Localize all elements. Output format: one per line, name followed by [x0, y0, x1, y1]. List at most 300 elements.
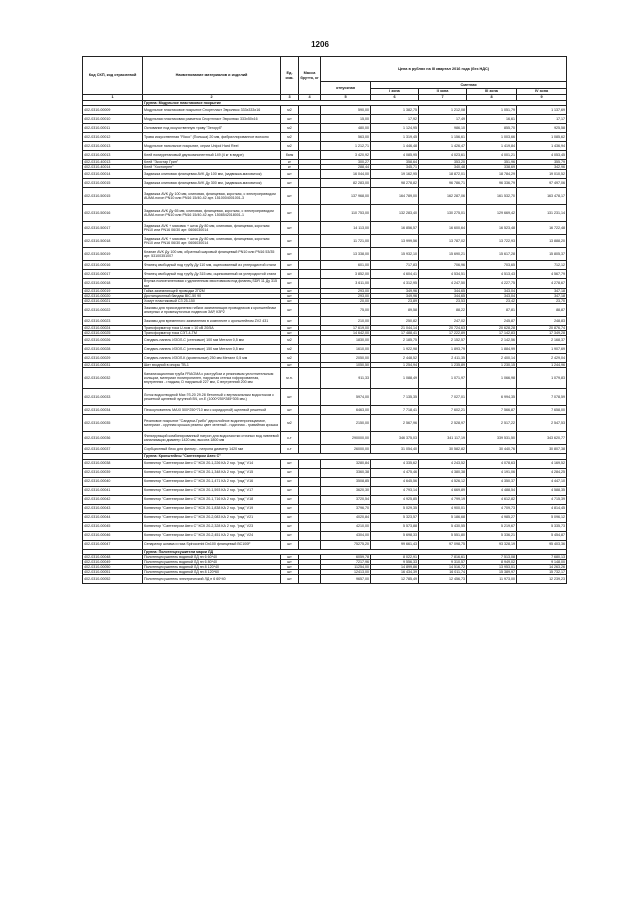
table-row: [83, 415, 567, 432]
cell-mass: [299, 477, 321, 486]
cell-zone-2: 20 724,63: [419, 326, 467, 331]
cell-zone-1: 132 283,40: [371, 205, 419, 222]
table-row: [83, 531, 567, 540]
cell-mass: [299, 368, 321, 389]
cell-release: 75,00: [321, 304, 371, 317]
cell-release: 1610,00: [321, 345, 371, 354]
cell-zone-1: 23,89: [371, 298, 419, 303]
cell-zone-3: 2 517,22: [467, 415, 517, 432]
cell-zone-4: 20 876,74: [517, 326, 567, 331]
cell-zone-1: 98 278,82: [371, 179, 419, 188]
cell-release: 480,00: [321, 124, 371, 133]
cell-unit: шт: [281, 304, 299, 317]
cell-zone-3: 13 953,01: [467, 564, 517, 569]
cell-zone-3: 7 513,08: [467, 554, 517, 559]
cell-code: 402-0310-00036: [83, 432, 143, 445]
cell-zone-2: 23,53: [419, 298, 467, 303]
cell-zone-3: 4 350,37: [467, 477, 517, 486]
cell-release: 3280,84: [321, 459, 371, 468]
cell-zone-4: 347,18: [517, 293, 567, 298]
cell-zone-2: 7 816,61: [419, 554, 467, 559]
cell-zone-2: 1 156,61: [419, 133, 467, 142]
cell-unit: шт: [281, 170, 299, 179]
cell-unit: кг: [281, 160, 299, 165]
cell-zone-2: 30 582,82: [419, 445, 467, 454]
header-zone-2: II зона: [419, 89, 467, 95]
table-row: [83, 151, 567, 160]
cell-release: 210,00: [321, 317, 371, 326]
cell-zone-3: 23,42: [467, 298, 517, 303]
cell-release: 590,00: [321, 106, 371, 115]
cell-code: 402-0310-00021: [83, 298, 143, 303]
table-row: [83, 188, 567, 205]
cell-release: 15,00: [321, 115, 371, 124]
cell-zone-2: 162 287,06: [419, 188, 467, 205]
cell-mass: [299, 459, 321, 468]
col-number: 6: [371, 95, 419, 101]
cell-zone-4: 7 680,13: [517, 554, 567, 559]
table-row: [83, 575, 567, 584]
cell-unit: м.п.: [281, 368, 299, 389]
cell-name: Задвижка AVK + маховик + шток Ду 80 мм, клиновая, фланцевая, короткая PN10 или PN16 06/30 арт. 0606030014: [143, 222, 281, 235]
cell-zone-4: 88,87: [517, 304, 567, 317]
cell-unit: шт: [281, 288, 299, 293]
cell-name: Фланец свободный под трубу Ду 315 мм, оцинкованный из углеродистой стали: [143, 270, 281, 279]
cell-mass: [299, 317, 321, 326]
cell-zone-3: 93 328,19: [467, 540, 517, 549]
cell-zone-4: 4 169,52: [517, 459, 567, 468]
cell-unit: шт: [281, 559, 299, 564]
group-title: Группа: Полотенцесушители марки ЛД: [143, 549, 567, 554]
cell-unit: м2: [281, 133, 299, 142]
cell-zone-2: 4 669,89: [419, 486, 467, 495]
cell-code: 402-0310-00046: [83, 531, 143, 540]
cell-code: 402-0310-00037: [83, 445, 143, 454]
cell-name: Задвижка клиновая фланцевая AVK Ду 300 мм, (задвижка-маховичок): [143, 179, 281, 188]
cell-zone-4: 347,18: [517, 288, 567, 293]
cell-zone-4: 4 588,35: [517, 486, 567, 495]
cell-zone-1: 21 044,14: [371, 326, 419, 331]
cell-zone-2: 4 799,19: [419, 495, 467, 504]
cell-mass: [299, 170, 321, 179]
cell-name: Дистанционный бандаж BIC-50 90: [143, 293, 281, 298]
cell-zone-4: 4 715,39: [517, 495, 567, 504]
cell-name: Конвектор "Сантехпром Авто С" КСК 20-1,716 КА 2 гор. "ряд" V18: [143, 495, 281, 504]
cell-mass: [299, 336, 321, 345]
cell-zone-3: 1 003,66: [467, 133, 517, 142]
header-estimate: Сметная: [371, 82, 567, 89]
cell-code: 402-0310-00010: [83, 115, 143, 124]
cell-release: 5974,00: [321, 389, 371, 406]
cell-mass: [299, 304, 321, 317]
cell-zone-1: 5 029,35: [371, 504, 419, 513]
header-mass: Масса брутто, кг: [299, 57, 321, 95]
cell-release: 1050,50: [321, 363, 371, 368]
cell-release: 3360,38: [321, 468, 371, 477]
cell-release: 3720,54: [321, 495, 371, 504]
cell-zone-2: 130 275,01: [419, 205, 467, 222]
cell-name: Клей полиуретановый двухкомпонентный 149 (4 кг в ведре): [143, 151, 281, 160]
cell-release: 14 642,00: [321, 331, 371, 336]
col-number: 5: [321, 95, 371, 101]
cell-release: 4210,00: [321, 522, 371, 531]
cell-mass: [299, 106, 321, 115]
cell-name: Задвижка AVK Ду 100 мм, клиновая, фланцевая, короткая, с электроприводом AUMA погон PN10 или PN16 15/40-42 арт. 1510004001001-3: [143, 188, 281, 205]
cell-code: 402-0310-50015: [83, 188, 143, 205]
header-zone-1: I зона: [371, 89, 419, 95]
col-number: 9: [517, 95, 567, 101]
cell-zone-2: 344,65: [419, 288, 467, 293]
cell-zone-3: 7 566,87: [467, 406, 517, 415]
cell-name: Сэндвич-панель ИЗОЛ-К (кровельные) 250 мм Металл 0,5 мм: [143, 354, 281, 363]
cell-release: 20,00: [321, 298, 371, 303]
cell-zone-3: 11 973,00: [467, 575, 517, 584]
table-row: [83, 354, 567, 363]
cell-zone-4: 17,17: [517, 115, 567, 124]
cell-zone-2: 7 027,01: [419, 389, 467, 406]
cell-name: Резиновое покрытие "Сандеки-Грибо" двухслойное водонепроницаемое, материал - крупная крошка резины цвет зеленый - годичная - гравийная крошка: [143, 415, 281, 432]
cell-zone-4: 4 447,10: [517, 477, 567, 486]
cell-zone-4: 131 231,14: [517, 205, 567, 222]
cell-zone-2: 353,20: [419, 160, 467, 165]
cell-name: Основание под искусственную траву "Зегоруб": [143, 124, 281, 133]
cell-name: Зажимы для временного заземления в комплекте с кронштейном ZV2 431: [143, 317, 281, 326]
cell-unit: м2: [281, 345, 299, 354]
cell-zone-2: 1 071,97: [419, 368, 467, 389]
cell-mass: [299, 486, 321, 495]
cell-zone-1: 250,82: [371, 317, 419, 326]
cell-zone-1: 1 319,45: [371, 133, 419, 142]
cell-mass: [299, 188, 321, 205]
cell-zone-1: 1 446,48: [371, 142, 419, 151]
cell-code: 402-0310-00042: [83, 495, 143, 504]
col-number: 3: [281, 95, 299, 101]
cell-mass: [299, 415, 321, 432]
cell-unit: шт: [281, 459, 299, 468]
cell-release: 3 852,00: [321, 270, 371, 279]
cell-zone-3: 20 628,28: [467, 326, 517, 331]
cell-zone-2: 9 310,57: [419, 559, 467, 564]
header-zone-3: III зона: [467, 89, 517, 95]
cell-zone-4: 4 278,67: [517, 279, 567, 288]
cell-release: 2050,00: [321, 354, 371, 363]
cell-zone-3: 4 985,27: [467, 513, 517, 522]
cell-code: 402-0310-00028: [83, 345, 143, 354]
cell-unit: шт: [281, 477, 299, 486]
header-release: отпускная: [321, 82, 371, 95]
cell-code: 402-0310-00016: [83, 261, 143, 270]
cell-zone-3: 351,96: [467, 160, 517, 165]
cell-unit: шт: [281, 486, 299, 495]
cell-unit: шт: [281, 495, 299, 504]
table-row: [83, 522, 567, 531]
cell-zone-1: 164 789,00: [371, 188, 419, 205]
cell-zone-4: 248,83: [517, 317, 567, 326]
cell-name: Конвектор "Сантехпром Авто С" КСК 20-2,328 КА 2 гор. "ряд" V23: [143, 522, 281, 531]
cell-release: 6059,78: [321, 554, 371, 559]
cell-zone-2: 4 534,51: [419, 270, 467, 279]
cell-name: Модульное пластиковое покрытие Спортпласт Эвролюкс 333x333x16: [143, 106, 281, 115]
cell-zone-4: 1 436,94: [517, 142, 567, 151]
cell-zone-3: 18 784,29: [467, 170, 517, 179]
col-number: 2: [143, 95, 281, 101]
cell-unit: к-т: [281, 432, 299, 445]
cell-zone-4: 4 814,45: [517, 504, 567, 513]
cell-zone-1: 345,71: [371, 165, 419, 170]
cell-zone-1: 1 254,94: [371, 363, 419, 368]
table-row: [83, 368, 567, 389]
cell-unit: шт: [281, 115, 299, 124]
cell-zone-1: 2 185,75: [371, 336, 419, 345]
cell-zone-2: 96 786,71: [419, 179, 467, 188]
cell-zone-3: 4 227,75: [467, 279, 517, 288]
cell-name: Фильтрующий комбинированный патрон для водоочистки сточных вод ливневой канализации диаметр 1420 мм, высота 1800 мм: [143, 432, 281, 445]
cell-zone-1: 13 999,56: [371, 235, 419, 248]
cell-zone-2: 986,10: [419, 124, 467, 133]
cell-zone-3: 4 001,21: [467, 151, 517, 160]
cell-zone-3: 129 669,42: [467, 205, 517, 222]
cell-zone-3: 4 612,82: [467, 495, 517, 504]
cell-mass: [299, 531, 321, 540]
cell-zone-3: 2 142,56: [467, 336, 517, 345]
cell-zone-2: 17 222,89: [419, 331, 467, 336]
cell-mass: [299, 222, 321, 235]
table-row: [83, 513, 567, 522]
cell-zone-2: 4 380,38: [419, 468, 467, 477]
cell-zone-1: 5 698,33: [371, 531, 419, 540]
cell-unit: м2: [281, 415, 299, 432]
table-row: [83, 115, 567, 124]
cell-name: Сэндвич-панель ИЗОЛ-С (стеновые) 150 мм Металл 0,5 мм: [143, 345, 281, 354]
cell-zone-3: 16,61: [467, 115, 517, 124]
cell-zone-4: 1 137,69: [517, 106, 567, 115]
cell-name: Полотенцесушитель водяной ЛД пн 8 120*40: [143, 564, 281, 569]
cell-code: 402-0310-00033: [83, 389, 143, 406]
table-row: [83, 304, 567, 317]
cell-zone-2: 7 602,21: [419, 406, 467, 415]
group-title: Группа: Модульное пластиковое покрытие: [143, 101, 567, 106]
cell-zone-4: 1 085,62: [517, 133, 567, 142]
cell-name: Конвектор "Сантехпром Авто С" КСК 20-2,451 КА 2 гор. "ряд" V24: [143, 531, 281, 540]
cell-unit: шт: [281, 564, 299, 569]
cell-zone-3: 16 523,48: [467, 222, 517, 235]
table-row: [83, 495, 567, 504]
cell-zone-1: 4 085,95: [371, 151, 419, 160]
table-row: [83, 179, 567, 188]
table-row: [83, 389, 567, 406]
cell-unit: м2: [281, 106, 299, 115]
cell-name: Конвектор "Сантехпром Авто С" КСК 20-1,471 КА 2 гор. "ряд" V16: [143, 477, 281, 486]
cell-release: 288,44: [321, 165, 371, 170]
header-price-group: Цена в рублях на III квартал 2016 года (без НДС): [321, 57, 567, 82]
cell-release: 26000,00: [321, 445, 371, 454]
table-row: [83, 504, 567, 513]
cell-name: Конвектор "Сантехпром Авто С" КСК 20-1,348 КА 2 гор. "ряд" V15: [143, 468, 281, 477]
cell-zone-2: 4 900,01: [419, 504, 467, 513]
cell-unit: м2: [281, 354, 299, 363]
cell-unit: шт: [281, 317, 299, 326]
cell-zone-2: 344,65: [419, 293, 467, 298]
cell-zone-3: 1 419,84: [467, 142, 517, 151]
cell-zone-2: 340,48: [419, 165, 467, 170]
cell-code: 402-0310-00015: [83, 179, 143, 188]
cell-mass: [299, 445, 321, 454]
cell-mass: [299, 389, 321, 406]
cell-code: 402-0310-00052: [83, 575, 143, 584]
cell-zone-1: 1 382,75: [371, 106, 419, 115]
cell-zone-3: 343,04: [467, 293, 517, 298]
cell-unit: шт: [281, 468, 299, 477]
cell-unit: шт: [281, 331, 299, 336]
cell-unit: к-т: [281, 445, 299, 454]
cell-mass: [299, 151, 321, 160]
cell-release: 601,00: [321, 261, 371, 270]
cell-code: 402-0310-00013: [83, 142, 143, 151]
cell-zone-1: 2 567,96: [371, 415, 419, 432]
cell-zone-3: 338,69: [467, 165, 517, 170]
cell-zone-2: 5 551,80: [419, 531, 467, 540]
cell-mass: [299, 504, 321, 513]
cell-release: 3620,30: [321, 486, 371, 495]
cell-unit: шт: [281, 540, 299, 549]
cell-release: 17 619,00: [321, 326, 371, 331]
cell-zone-3: 5 336,21: [467, 531, 517, 540]
cell-name: Канализационная труба FRAGMA с раструбом и резиновым уплотнительным кольцом, материал полипропилен, наружная стенка гофрированная, внутренняя - гладкая, D наружный 227 мм, С внутренний 200 мм: [143, 368, 281, 389]
cell-zone-4: 1 079,83: [517, 368, 567, 389]
cell-zone-1: 4 335,62: [371, 459, 419, 468]
cell-zone-3: 4 191,06: [467, 468, 517, 477]
cell-zone-3: 161 532,70: [467, 188, 517, 205]
table-row: [83, 235, 567, 248]
cell-zone-1: 19 162,95: [371, 170, 419, 179]
cell-zone-1: 1 922,98: [371, 345, 419, 354]
cell-zone-1: 5 573,88: [371, 522, 419, 531]
cell-name: Задвижка AVK Ду 65 мм, клиновая, фланцевая, короткая, с электроприводом AUMA погон PN10 или PN16 15/40-42 арт. 1508542018001-1: [143, 205, 281, 222]
cell-zone-2: 18 872,01: [419, 170, 467, 179]
cell-zone-1: 4 475,46: [371, 468, 419, 477]
cell-mass: [299, 205, 321, 222]
cell-zone-4: 13 888,20: [517, 235, 567, 248]
cell-mass: [299, 345, 321, 354]
cell-mass: [299, 495, 321, 504]
price-table: [82, 56, 567, 584]
cell-release: 911,33: [321, 368, 371, 389]
cell-zone-3: 5 219,67: [467, 522, 517, 531]
cell-zone-4: 2 547,53: [517, 415, 567, 432]
group-title: Группа: Кронштейны "Сантехпром Авто С": [143, 454, 567, 459]
cell-zone-4: 1 244,96: [517, 363, 567, 368]
cell-zone-4: 12 239,23: [517, 575, 567, 584]
cell-unit: шт: [281, 363, 299, 368]
cell-mass: [299, 575, 321, 584]
cell-unit: шт: [281, 513, 299, 522]
cell-name: Конвектор "Сантехпром Авто С" КСК 20-1,593 КА 2 гор. "ряд" V17: [143, 486, 281, 495]
cell-zone-2: 1 235,89: [419, 363, 467, 368]
cell-code: 402-0310-00051: [83, 570, 143, 575]
cell-zone-1: 9 556,33: [371, 559, 419, 564]
cell-zone-1: 16 856,57: [371, 222, 419, 235]
cell-release: 12413,00: [321, 570, 371, 575]
cell-release: 7217,96: [321, 559, 371, 564]
cell-zone-4: 19 010,52: [517, 170, 567, 179]
cell-code: 402-0310-00024: [83, 326, 143, 331]
cell-zone-4: 343 620,77: [517, 432, 567, 445]
cell-zone-4: 163 478,17: [517, 188, 567, 205]
cell-unit: шт: [281, 248, 299, 261]
cell-zone-2: 16 600,64: [419, 222, 467, 235]
cell-name: Гайка заземляющей проводки 2П2М: [143, 288, 281, 293]
cell-unit: шт: [281, 326, 299, 331]
cell-zone-2: 12 456,73: [419, 575, 467, 584]
cell-release: 3508,85: [321, 477, 371, 486]
cell-zone-4: 95 403,36: [517, 540, 567, 549]
cell-release: 75275,20: [321, 540, 371, 549]
cell-release: 3 611,00: [321, 279, 371, 288]
table-row: [83, 432, 567, 445]
cell-release: 11 721,00: [321, 235, 371, 248]
cell-name: Втулка полиэтиленовая с удлиненным хвостовиком под фланец SDR 11 Ду 315 мм: [143, 279, 281, 288]
cell-zone-1: 349,96: [371, 288, 419, 293]
cell-zone-4: 2 429,04: [517, 354, 567, 363]
col-number: 7: [419, 95, 467, 101]
cell-zone-4: 97 497,06: [517, 179, 567, 188]
cell-release: 2150,00: [321, 415, 371, 432]
cell-release: 9657,00: [321, 575, 371, 584]
cell-name: Сэндвич-панель ИЗОЛ-С (стеновые) 100 мм Металл 0,5 мм: [143, 336, 281, 345]
cell-release: 110 753,00: [321, 205, 371, 222]
cell-zone-2: 2 411,35: [419, 354, 467, 363]
cell-zone-3: 1 066,98: [467, 368, 517, 389]
table-row: [83, 477, 567, 486]
cell-zone-2: 5 186,68: [419, 513, 467, 522]
cell-mass: [299, 468, 321, 477]
cell-unit: шт: [281, 554, 299, 559]
cell-zone-1: 14 899,86: [371, 564, 419, 569]
cell-zone-3: 13 722,93: [467, 235, 517, 248]
cell-release: 6463,00: [321, 406, 371, 415]
table-row: [83, 124, 567, 133]
header-zone-4: IV зона: [517, 89, 567, 95]
cell-name: Конвектор "Сантехпром Авто С" КСК 20-1,838 КА 2 гор. "ряд" V19: [143, 504, 281, 513]
cell-zone-1: 1 124,95: [371, 124, 419, 133]
cell-mass: [299, 248, 321, 261]
cell-zone-1: 16 434,39: [371, 570, 419, 575]
cell-zone-4: 712,12: [517, 261, 567, 270]
cell-zone-1: 4 645,56: [371, 477, 419, 486]
cell-zone-4: 7 078,59: [517, 389, 567, 406]
page-number: 1206: [311, 40, 329, 49]
cell-zone-1: 8 022,91: [371, 554, 419, 559]
cell-name: Трава искусственная "Ricco" (Польша) 20 мм, фибриллированное волокно: [143, 133, 281, 142]
cell-code: 402-0310-00034: [83, 406, 143, 415]
cell-unit: шт: [281, 279, 299, 288]
cell-zone-1: 4 604,41: [371, 270, 419, 279]
cell-zone-2: 247,02: [419, 317, 467, 326]
cell-code: 402-0310-50017: [83, 222, 143, 235]
cell-zone-4: 23,70: [517, 298, 567, 303]
header-code: Код СКП, код отраслевой: [83, 57, 143, 95]
cell-mass: [299, 124, 321, 133]
cell-code: 402-0310-00020: [83, 293, 143, 298]
cell-release: 3796,70: [321, 504, 371, 513]
cell-unit: шт: [281, 188, 299, 205]
cell-unit: м2: [281, 336, 299, 345]
cell-zone-2: 4 247,50: [419, 279, 467, 288]
table-row: [83, 468, 567, 477]
cell-unit: шт: [281, 235, 299, 248]
cell-zone-4: 1 907,69: [517, 345, 567, 354]
cell-zone-4: 4 053,45: [517, 151, 567, 160]
